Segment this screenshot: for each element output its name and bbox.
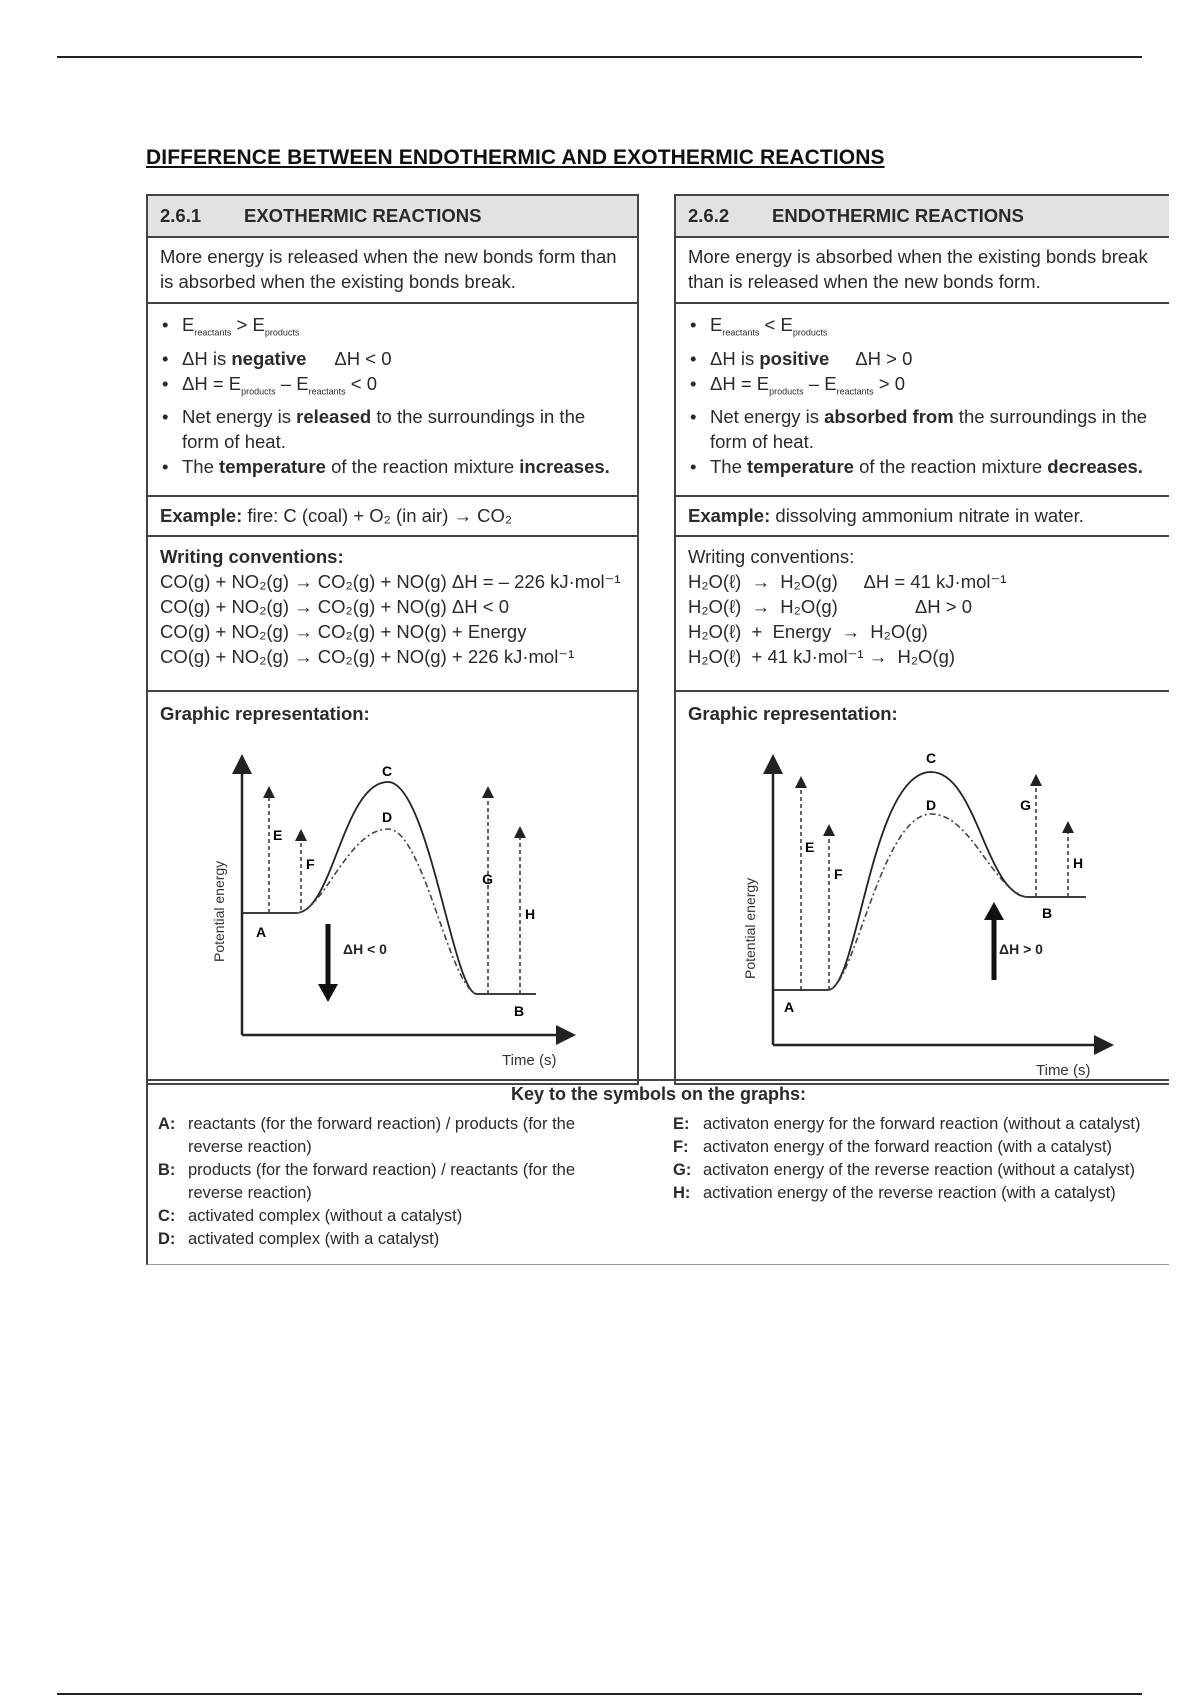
point-F: F	[306, 856, 315, 872]
bullet-energy-compare: • $E_{reactants} < E_{products}$	[710, 312, 1157, 346]
bottom-rule	[57, 1693, 1142, 1695]
bullet-dh-sign: • ΔH is positive ΔH > 0	[710, 346, 1157, 371]
endothermic-intro: More energy is absorbed when the existing bonds break than is released when the new bonds form.	[676, 236, 1169, 302]
dh-label: ΔH < 0	[343, 941, 387, 957]
dh-arrowhead	[984, 902, 1004, 920]
section-heading: ENDOTHERMIC REACTIONS	[772, 205, 1024, 226]
endothermic-header	[676, 196, 1169, 236]
convention-row: H₂O(ℓ) + Energy → H₂O(g)	[688, 621, 928, 642]
exothermic-energy-profile	[148, 692, 637, 1083]
key-title: Key to the symbols on the graphs:	[510, 1084, 807, 1104]
page-title: DIFFERENCE BETWEEN ENDOTHERMIC AND EXOTHERMIC REACTIONS	[146, 146, 885, 169]
section-heading: EXOTHERMIC REACTIONS	[244, 205, 482, 226]
graph-label: Graphic representation:	[688, 703, 898, 724]
bullet-dh-sign: • ΔH is negative ΔH < 0	[182, 346, 625, 371]
graph-label: Graphic representation:	[160, 703, 370, 724]
conventions-label: Writing conventions:	[160, 546, 344, 567]
key-item: A: reactants (for the forward reaction) / products (for the reverse reaction)	[158, 1115, 576, 1156]
dh-label: ΔH > 0	[999, 941, 1043, 957]
bullet-dh-formula: • $\Delta H = E_{products} - E_{reactants} < 0$	[182, 371, 625, 405]
point-E: E	[805, 839, 815, 855]
endothermic-example: Example: dissolving ammonium nitrate in water.	[676, 495, 1169, 535]
endothermic-column	[674, 194, 1169, 1085]
endothermic-graph-cell	[676, 690, 1169, 1083]
convention-row: H₂O(ℓ) → H₂O(g) ΔH = 41 kJ·mol⁻¹	[688, 571, 1007, 592]
x-axis-label: Time (s)	[502, 1052, 557, 1069]
exothermic-example: Example: fire: C (coal) + O₂ (in air) → CO₂	[148, 495, 637, 535]
bullet-net-energy: • Net energy is absorbed from the surroundings in the form of heat.	[710, 404, 1157, 454]
point-G: G	[1020, 797, 1031, 813]
endothermic-energy-profile	[676, 692, 1169, 1083]
catalysed-curve	[296, 829, 476, 994]
y-axis-label: Potential energy	[211, 860, 227, 962]
bullet-net-energy: • Net energy is released to the surroundings in the form of heat.	[182, 404, 625, 454]
key-item: G: activaton energy of the reverse reaction (without a catalyst)	[673, 1161, 1135, 1179]
point-C: C	[926, 750, 937, 766]
convention-row: CO(g) + NO₂(g) → CO₂(g) + NO(g) + Energy	[160, 621, 527, 642]
convention-row: H₂O(ℓ) → H₂O(g) ΔH > 0	[688, 596, 973, 617]
exothermic-conventions	[148, 535, 637, 690]
key-item: E: activaton energy for the forward reaction (without a catalyst)	[673, 1115, 1141, 1133]
point-D: D	[926, 797, 937, 813]
conventions-label: Writing conventions:	[688, 546, 855, 567]
point-F: F	[834, 866, 843, 882]
point-D: D	[382, 809, 393, 825]
point-E: E	[273, 827, 283, 843]
endothermic-properties	[676, 302, 1169, 495]
point-C: C	[382, 763, 393, 779]
key-item: D: activated complex (with a catalyst)	[158, 1230, 440, 1248]
graph-key	[146, 1079, 1169, 1265]
point-A: A	[784, 999, 795, 1015]
exothermic-graph-cell	[148, 690, 637, 1083]
key-item: B: products (for the forward reaction) / reactants (for the reverse reaction)	[158, 1161, 576, 1202]
section-number: 2.6.2	[688, 205, 730, 226]
point-H: H	[1073, 855, 1084, 871]
point-B: B	[1042, 905, 1053, 921]
key-left-column	[158, 1113, 623, 1251]
exothermic-column	[146, 194, 639, 1085]
key-item: C: activated complex (without a catalyst)	[158, 1207, 463, 1225]
point-G: G	[482, 871, 493, 887]
point-A: A	[256, 924, 267, 940]
x-axis-label: Time (s)	[1036, 1062, 1091, 1079]
convention-row: CO(g) + NO₂(g) → CO₂(g) + NO(g) + 226 kJ·mol⁻¹	[160, 646, 575, 667]
bullet-energy-compare: • $E_{reactants} > E_{products}$	[182, 312, 625, 346]
dh-arrowhead	[318, 984, 338, 1002]
point-H: H	[525, 906, 536, 922]
key-right-column	[673, 1113, 1163, 1205]
endothermic-conventions	[676, 535, 1169, 690]
exothermic-intro: More energy is released when the new bonds form than is absorbed when the existing bonds break.	[148, 236, 637, 302]
convention-row: CO(g) + NO₂(g) → CO₂(g) + NO(g) ΔH = – 226 kJ·mol⁻¹	[160, 571, 621, 592]
bullet-temperature: • The temperature of the reaction mixture increases.	[182, 454, 625, 479]
exothermic-header	[148, 196, 637, 236]
point-B: B	[514, 1003, 525, 1019]
y-axis-label: Potential energy	[742, 877, 758, 979]
bullet-temperature: • The temperature of the reaction mixture decreases.	[710, 454, 1157, 479]
top-rule	[57, 56, 1142, 58]
key-item: H: activation energy of the reverse reaction (with a catalyst)	[673, 1184, 1116, 1202]
exothermic-properties	[148, 302, 637, 495]
section-number: 2.6.1	[160, 205, 202, 226]
bullet-dh-formula: • $\Delta H = E_{products} - E_{reactants} > 0$	[710, 371, 1157, 405]
convention-row: CO(g) + NO₂(g) → CO₂(g) + NO(g) ΔH < 0	[160, 596, 509, 617]
convention-row: H₂O(ℓ) + 41 kJ·mol⁻¹ → H₂O(g)	[688, 646, 956, 667]
key-item: F: activaton energy of the forward reaction (with a catalyst)	[673, 1138, 1113, 1156]
